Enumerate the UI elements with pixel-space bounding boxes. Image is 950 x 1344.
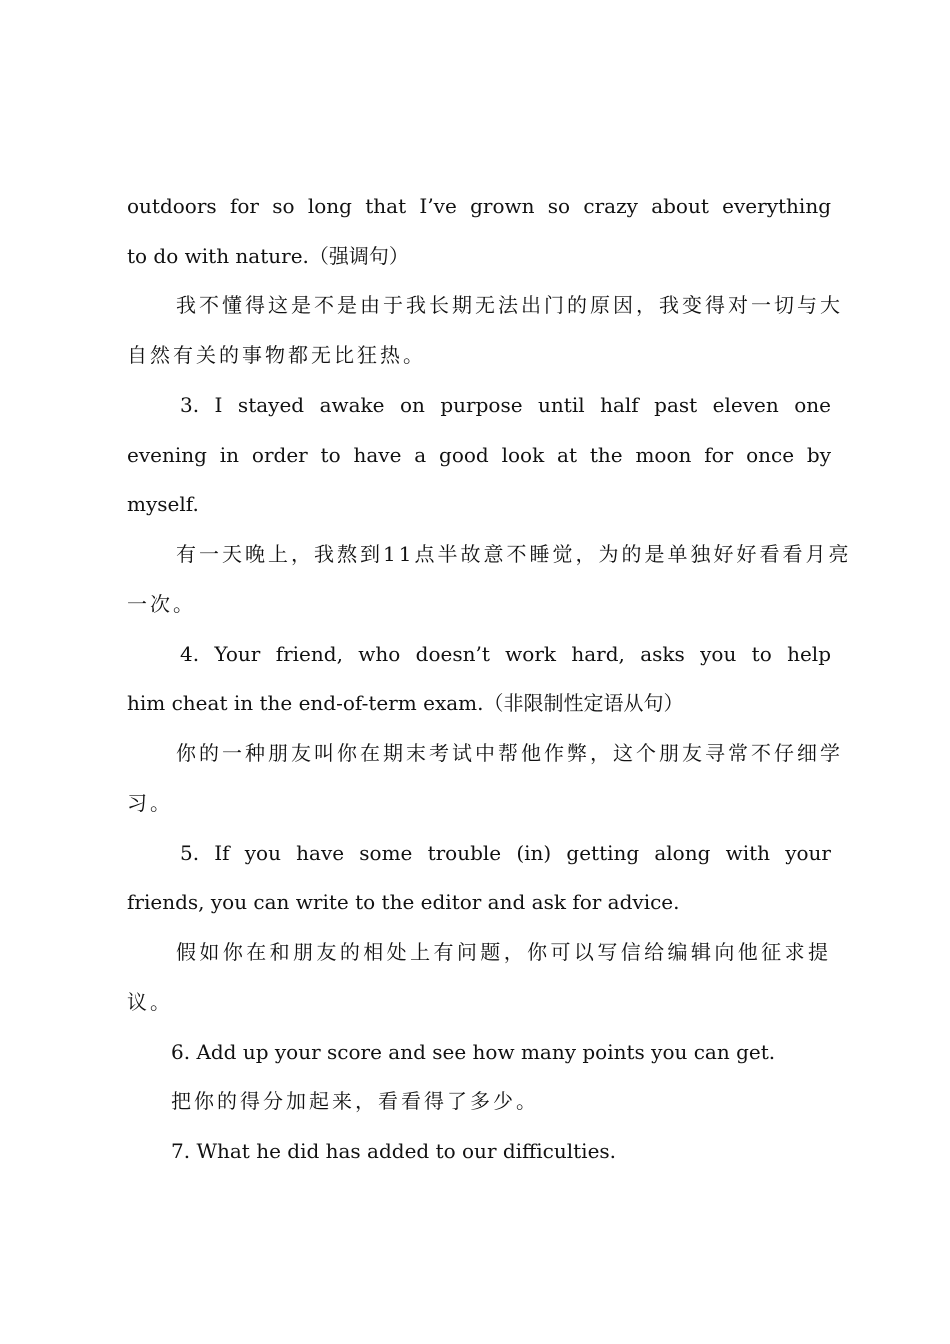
text-line-13: 习。 [127,791,173,815]
text-line-11: him cheat in the end-of-term exam.（非限制性定语从句） [127,691,684,715]
text-line-1: outdoors for so long that I’ve grown so crazy about everything [127,194,831,218]
text-line-3: 我不懂得这是不是由于我长期无法出门的原因，我变得对一切与大 [176,293,843,317]
text-line-12: 你的一种朋友叫你在期末考试中帮他作弊，这个朋友寻常不仔细学 [176,741,843,765]
text-line-2: to do with nature.（强调句） [127,244,409,268]
text-line-19: 把你的得分加起来，看看得了多少。 [171,1089,539,1113]
text-line-8: 有一天晚上，我熬到11点半故意不睡觉，为的是单独好好看看月亮 [176,542,852,566]
text-line-20: 7. What he did has added to our difficulties. [171,1139,617,1163]
text-line-15: friends, you can write to the editor and ask for advice. [127,890,680,914]
text-line-6: evening in order to have a good look at the moon for once by [127,443,831,467]
text-line-18: 6. Add up your score and see how many points you can get. [171,1040,776,1064]
text-line-9: 一次。 [127,592,196,616]
text-line-16: 假如你在和朋友的相处上有问题，你可以写信给编辑向他征求提 [176,940,831,964]
text-line-17: 议。 [127,990,173,1014]
text-line-4: 自然有关的事物都无比狂热。 [127,343,426,367]
text-line-7: myself. [127,492,199,516]
text-line-5: 3. I stayed awake on purpose until half past eleven one [180,393,831,417]
text-line-10: 4. Your friend, who doesn’t work hard, asks you to help [180,642,831,666]
text-line-14: 5. If you have some trouble (in) getting along with your [180,841,831,865]
